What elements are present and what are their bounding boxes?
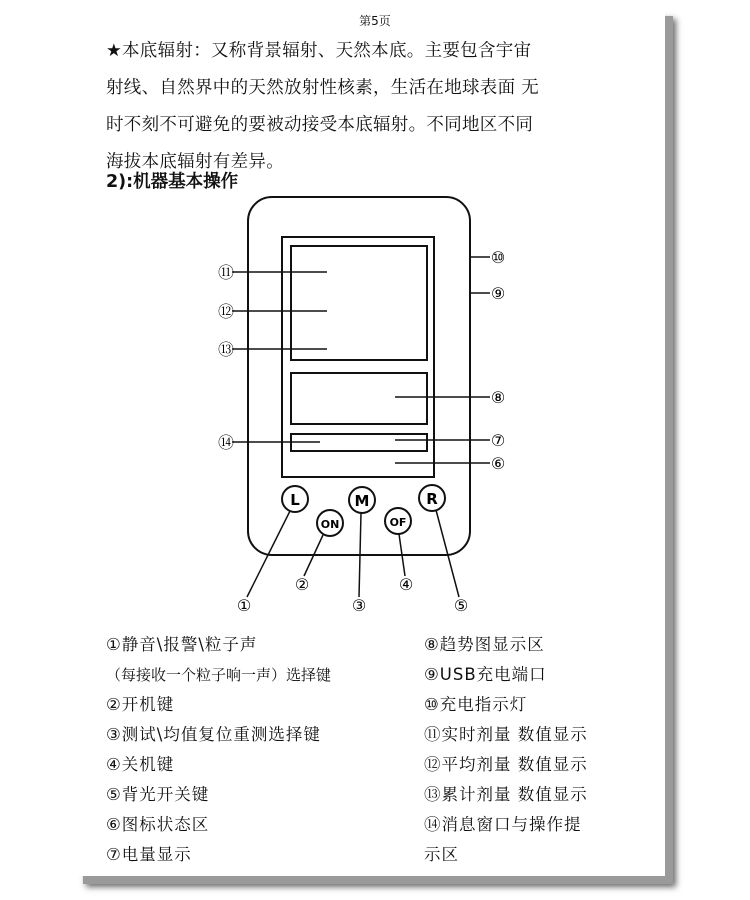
button-l-label: L (290, 491, 300, 509)
page-number: 第5页 (359, 14, 391, 28)
legend-item: ④关机键 (106, 755, 175, 774)
paragraph-line: 时不刻不可避免的要被动接受本底辐射。不同地区不同 (106, 115, 534, 135)
paragraph-line: 射线、自然界中的天然放射性核素，生活在地球表面 无 (106, 78, 540, 98)
callout-6: ⑥ (490, 454, 506, 473)
paragraph-line: 海拔本底辐射有差异。 (106, 152, 284, 172)
button-m-label: M (354, 492, 370, 510)
callout-13: ⑬ (217, 340, 235, 359)
legend-item: ⑪实时剂量 数值显示 (424, 725, 588, 744)
callout-3-leader (359, 513, 361, 597)
legend-item: 示区 (424, 845, 459, 864)
callout-9: ⑨ (490, 284, 506, 303)
legend-item: ③测试\均值复位重测选择键 (106, 725, 321, 744)
legend-item: ⑧趋势图显示区 (424, 635, 545, 654)
legend-left (106, 630, 331, 870)
callout-7: ⑦ (490, 431, 506, 450)
legend-item: ⑩充电指示灯 (424, 695, 528, 714)
callout-4: ④ (398, 575, 414, 594)
legend-item: ⑫平均剂量 数值显示 (424, 755, 588, 774)
legend-item: ⑭消息窗口与操作提 (424, 815, 582, 834)
legend-item: ⑤背光开关键 (106, 785, 210, 804)
callout-12: ⑫ (217, 302, 235, 321)
callout-3: ③ (351, 596, 367, 615)
button-on-label: ON (320, 518, 340, 531)
trend-chart-area (291, 373, 427, 424)
section-title: 2):机器基本操作 (106, 172, 239, 192)
legend-item: ⑥图标状态区 (106, 815, 210, 834)
callout-11: ⑪ (217, 263, 235, 282)
button-of-label: OF (389, 516, 407, 529)
legend-item: ①静音\报警\粒子声 (106, 635, 258, 654)
legend-item: （每接收一个粒子响一声）选择键 (106, 666, 332, 684)
button-r-label: R (426, 490, 438, 508)
callout-2: ② (294, 575, 310, 594)
callout-8: ⑧ (490, 388, 506, 407)
callout-10: ⑩ (490, 248, 506, 267)
legend-item: ⑦电量显示 (106, 845, 192, 864)
legend-item: ②开机键 (106, 695, 175, 714)
legend-right (424, 630, 588, 870)
callout-14: ⑭ (217, 433, 235, 452)
numeric-display-area (291, 246, 427, 360)
legend-item: ⑬累计剂量 数值显示 (424, 785, 588, 804)
paragraph-line: ★本底辐射：又称背景辐射、天然本底。主要包含宇宙 (106, 41, 532, 61)
legend-item: ⑨USB充电端口 (424, 665, 547, 684)
screen-frame (282, 237, 434, 477)
callout-1: ① (236, 596, 252, 615)
callout-5: ⑤ (453, 596, 469, 615)
